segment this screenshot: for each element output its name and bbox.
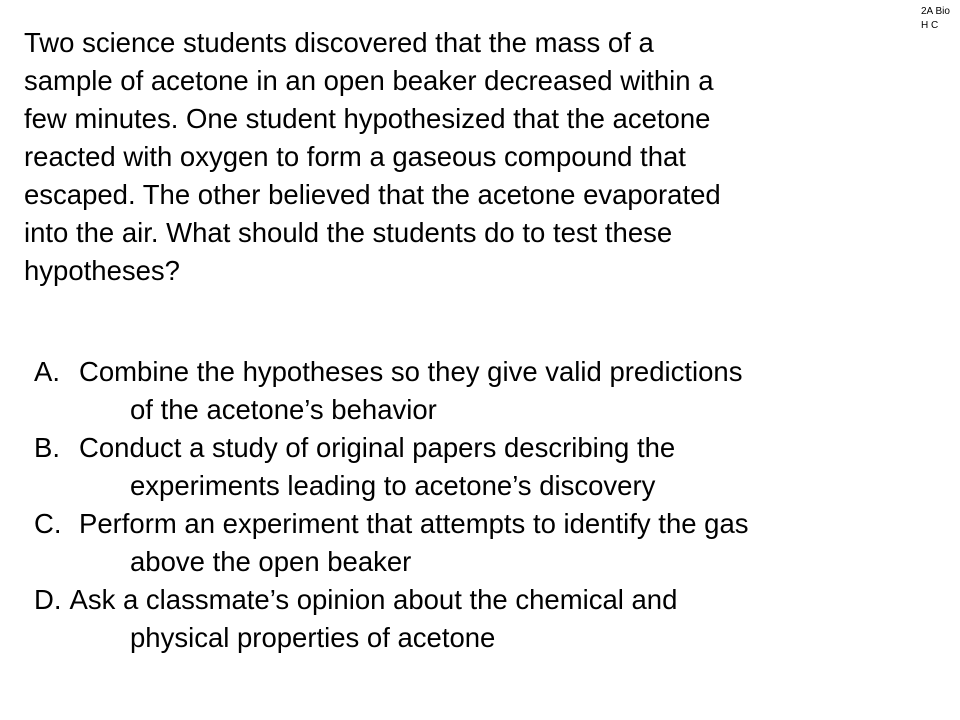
answer-option-continuation: physical properties of acetone — [130, 622, 496, 653]
corner-tag-line-2: H C — [921, 20, 939, 31]
answer-option-letter: D. — [34, 584, 62, 615]
question-text — [24, 24, 934, 290]
question-line: Two science students discovered that the mass of a — [24, 27, 654, 58]
question-line: few minutes. One student hypothesized that the acetone — [24, 103, 711, 134]
answer-option-continuation: above the open beaker — [130, 546, 412, 577]
answer-option-text: Perform an experiment that attempts to identify the gas — [79, 508, 749, 539]
answer-option-continuation: of the acetone’s behavior — [130, 394, 437, 425]
answer-option-first-line — [34, 353, 944, 391]
question-line: hypotheses? — [24, 255, 180, 286]
answer-options — [34, 353, 944, 657]
answer-option-first-line — [34, 581, 944, 619]
answer-option-continuation: experiments leading to acetone’s discovery — [130, 470, 656, 501]
answer-option-c — [34, 505, 944, 581]
answer-option-text: Ask a classmate’s opinion about the chemical and — [69, 584, 678, 615]
question-line: sample of acetone in an open beaker decreased within a — [24, 65, 714, 96]
answer-option-d — [34, 581, 944, 657]
answer-option-b — [34, 429, 944, 505]
answer-option-letter: B. — [34, 432, 60, 463]
answer-option-text: Conduct a study of original papers describing the — [79, 432, 676, 463]
answer-option-letter: A. — [34, 356, 60, 387]
answer-option-first-line — [34, 429, 944, 467]
corner-tag-line-1: 2A Bio — [921, 6, 950, 17]
question-line: escaped. The other believed that the acetone evaporated — [24, 179, 721, 210]
question-line: into the air. What should the students do to test these — [24, 217, 673, 248]
answer-option-first-line — [34, 505, 944, 543]
question-line: reacted with oxygen to form a gaseous compound that — [24, 141, 686, 172]
answer-option-text: Combine the hypotheses so they give valid predictions — [79, 356, 743, 387]
answer-option-letter: C. — [34, 508, 62, 539]
answer-option-a — [34, 353, 944, 429]
